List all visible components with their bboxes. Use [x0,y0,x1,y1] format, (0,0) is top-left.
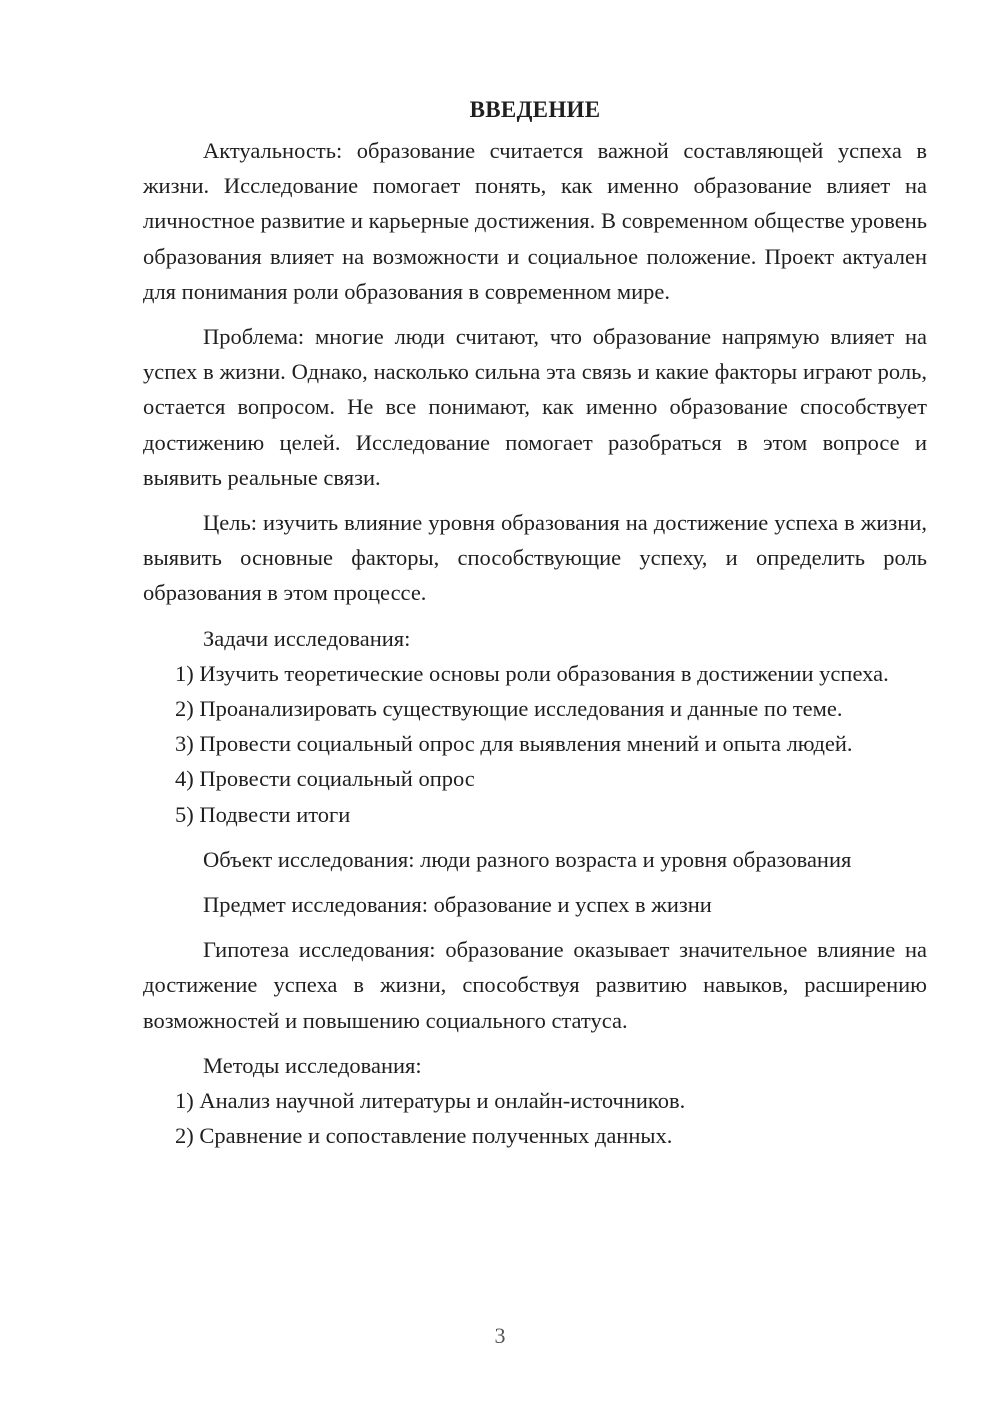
method-item-1: 1) Анализ научной литературы и онлайн-источников. [175,1088,686,1114]
subject-paragraph: Предмет исследования: образование и успех в жизни [203,892,712,918]
hypothesis-paragraph: Гипотеза исследования: образование оказывает значительное влияние на достижение успеха в жизни, способствуя развитию навыков, расширению возможностей и повышению социального статуса. [143,937,927,1033]
task-item-5: 5) Подвести итоги [175,801,351,827]
page-title: ВВЕДЕНИЕ [469,97,601,122]
page-number: 3 [494,1323,506,1348]
task-item-1: 1) Изучить теоретические основы роли образования в достижении успеха. [175,660,889,686]
document-page [143,92,927,1153]
relevance-paragraph: Актуальность: образование считается важной составляющей успеха в жизни. Исследование помогает понять, как именно образование влияет на личностное развитие и карьерные достижения. В современном обществе уровень образования влияет на возможности и социальное положение. Проект актуален для понимания роли образования в современном мире. [143,138,927,304]
goal-paragraph: Цель: изучить влияние уровня образования на достижение успеха в жизни, выявить основные факторы, способствующие успеху, и определить роль образования в этом процессе. [143,510,927,606]
task-item-3: 3) Провести социальный опрос для выявления мнений и опыта людей. [175,731,853,757]
task-item-4: 4) Провести социальный опрос [175,766,475,792]
methods-heading: Методы исследования: [203,1052,422,1078]
method-item-2: 2) Сравнение и сопоставление полученных данных. [175,1123,673,1149]
problem-paragraph: Проблема: многие люди считают, что образование напрямую влияет на успех в жизни. Однако, насколько сильна эта связь и какие факторы играют роль, остается вопросом. Не все понимают, как именно образование способствует достижению целей. Исследование помогает разобраться в этом вопросе и выявить реальные связи. [143,324,927,490]
object-paragraph: Объект исследования: люди разного возраста и уровня образования [203,846,852,872]
task-item-2: 2) Проанализировать существующие исследования и данные по теме. [175,696,843,722]
tasks-heading: Задачи исследования: [203,625,411,651]
